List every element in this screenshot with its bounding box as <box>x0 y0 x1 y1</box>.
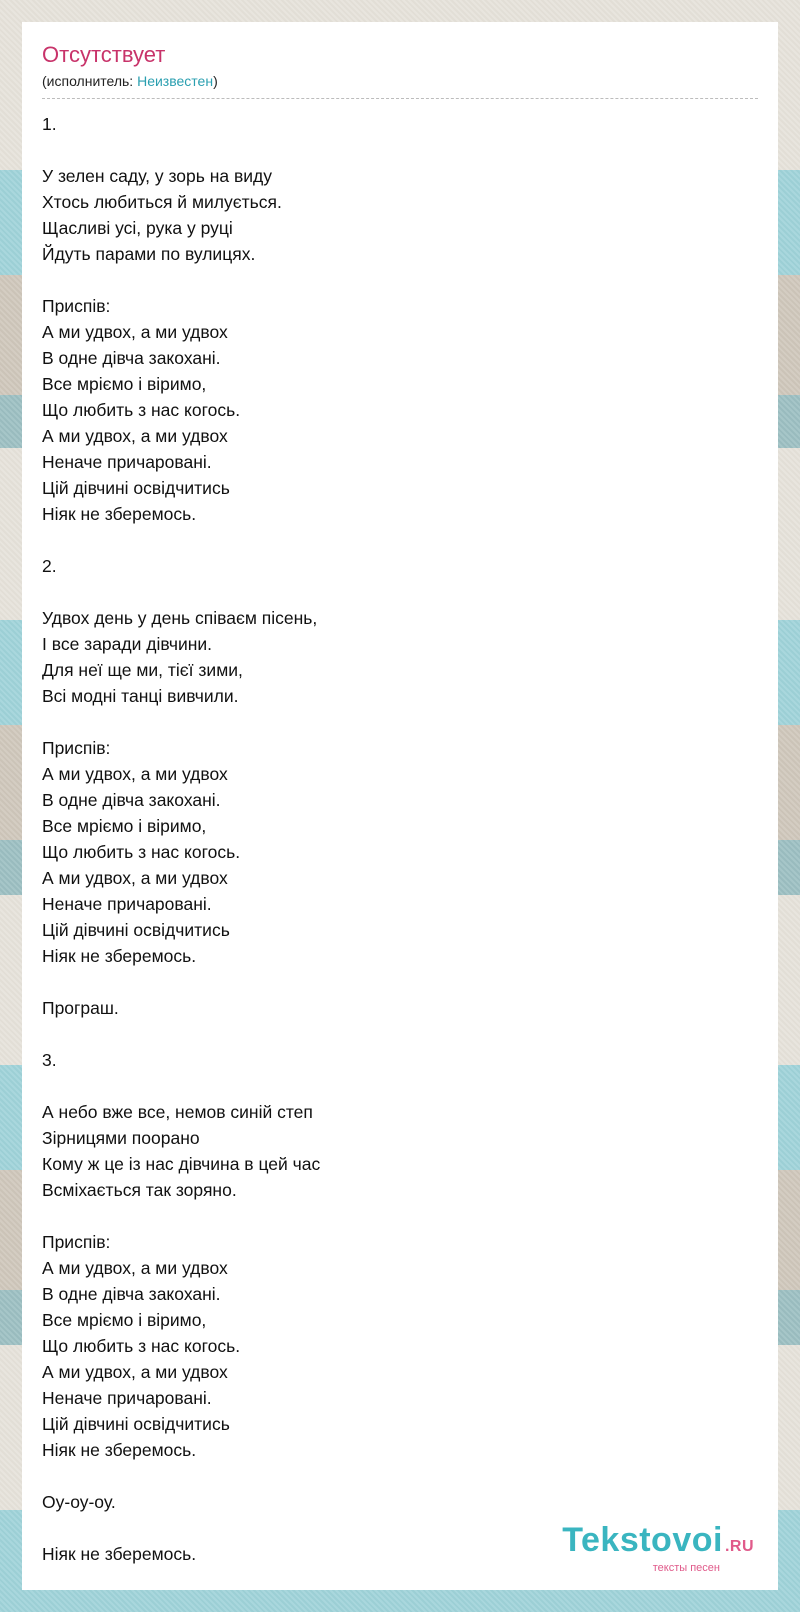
song-title: Отсутствует <box>42 42 166 67</box>
lyrics-text: 1. У зелен саду, у зорь на виду Хтось любиться й милується. Щасливі усі, рука у руці Йдуть парами по вулицях. Приспів: А ми удвох, а ми удвох В одне дівча закохані. Все мріємо і віримо, Що любить з нас когось. А ми удвох, а ми удвох Неначе причаровані. Цій дівчині освідчитись Ніяк не зберемось. 2. Удвох день у день співаєм пісень, І все заради дівчини. Для неї ще ми, тієї зими, Всі модні танці вивчили. Приспів: А ми удвох, а ми удвох В одне дівча закохані. Все мріємо і віримо, Що любить з нас когось. А ми удвох, а ми удвох Неначе причаровані. Цій дівчині освідчитись Ніяк не зберемось. Програш. 3. А небо вже все, немов синій степ Зірницями поорано Кому ж це із нас дівчина в цей час Всміхається так зоряно. Приспів: А ми удвох, а ми удвох В одне дівча закохані. Все мріємо і віримо, Що любить з нас когось. А ми удвох, а ми удвох Неначе причаровані. Цій дівчині освідчитись Ніяк не зберемось. Оу-оу-оу. Ніяк не зберемось. <box>42 114 321 1564</box>
lyrics-card <box>22 22 778 1590</box>
artist-link[interactable]: Неизвестен <box>137 73 214 89</box>
logo-wordmark <box>562 1523 754 1564</box>
logo-tld: .RU <box>724 1538 754 1555</box>
artist-line <box>42 72 758 99</box>
artist-prefix: (исполнитель: <box>42 73 138 89</box>
site-logo[interactable] <box>562 1523 754 1574</box>
logo-name: Tekstovoi <box>562 1521 723 1559</box>
logo-tagline: тексты песен <box>652 1562 720 1574</box>
artist-suffix: ) <box>213 73 218 89</box>
